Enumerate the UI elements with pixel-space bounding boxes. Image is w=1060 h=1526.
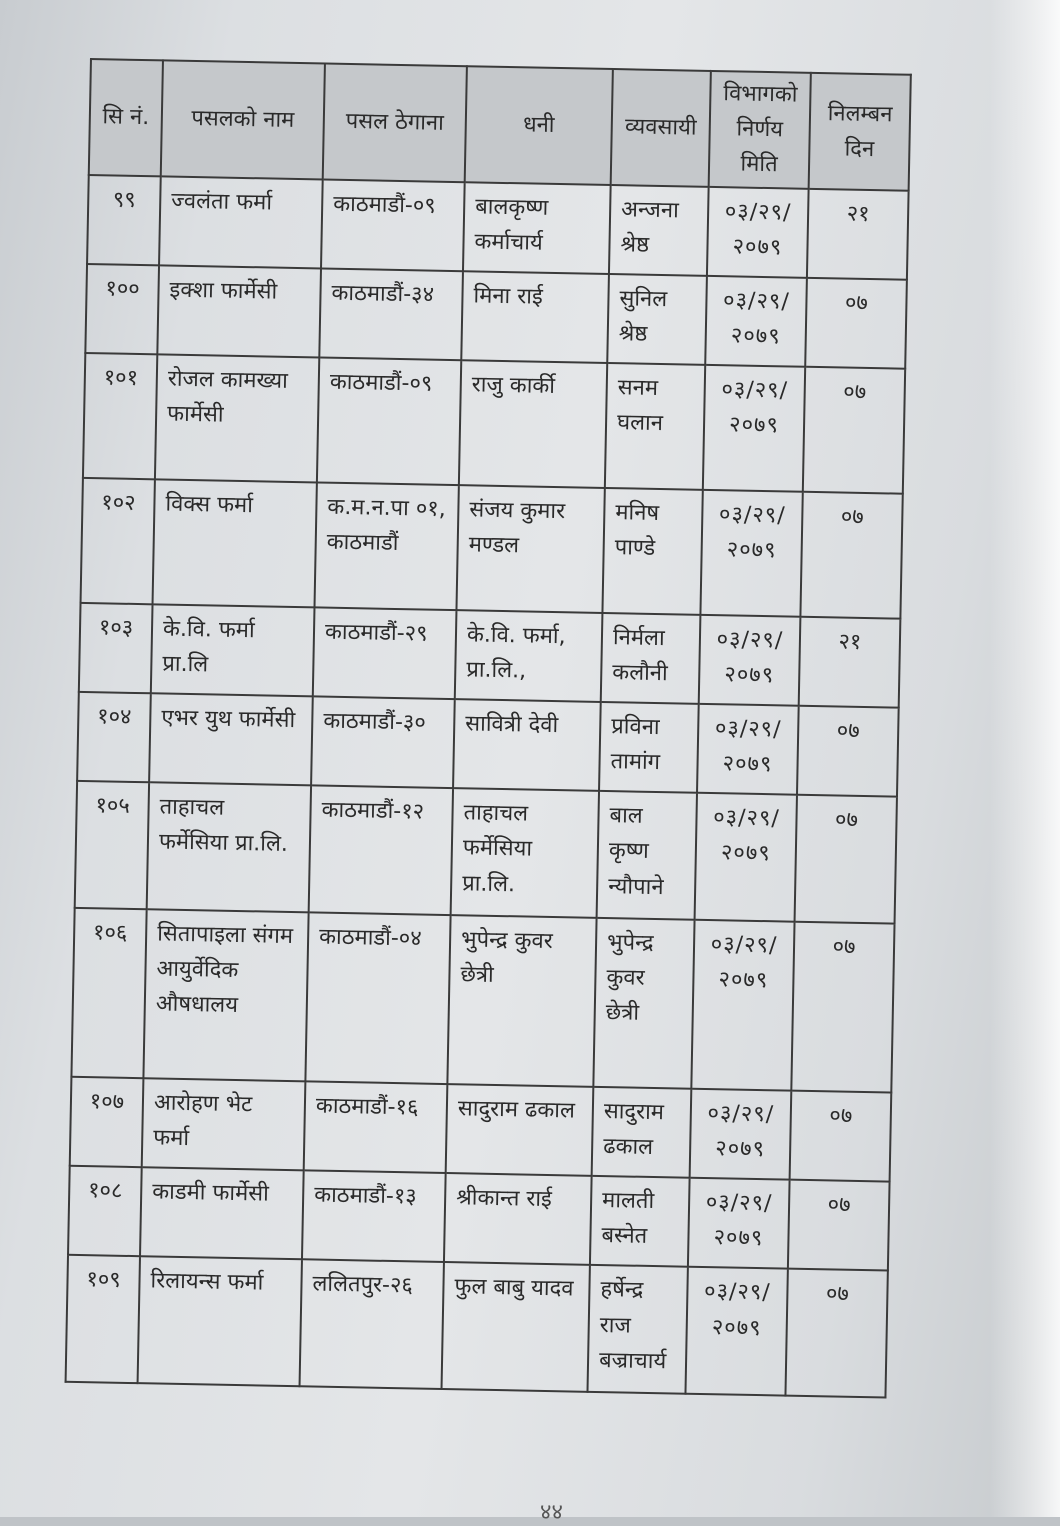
- suspension-days-cell: ०७: [795, 795, 897, 923]
- shop-name-cell: रिलायन्स फर्मा: [138, 1257, 302, 1387]
- owner-cell: राजु कार्की: [459, 360, 607, 488]
- shop-name-cell: आरोहण भेट फर्मा: [142, 1078, 306, 1170]
- serial-number-cell: ९९: [87, 175, 161, 266]
- table-row: [71, 908, 894, 1093]
- header-suspension-days: निलम्बन दिन: [809, 73, 911, 190]
- shop-name-cell: विक्स फर्मा: [153, 479, 317, 607]
- serial-number-cell: १००: [85, 264, 159, 355]
- shop-address-cell: काठमाडौं-१३: [302, 1170, 446, 1262]
- table-row: [81, 478, 903, 619]
- decision-date-cell: ०३/२९/२०७९: [690, 1089, 792, 1180]
- shop-name-cell: के.वि. फर्मा प्रा.लि: [151, 604, 315, 696]
- shop-address-cell: काठमाडौं-०९: [321, 179, 465, 271]
- shop-address-cell: क.म.न.पा ०१, काठमाडौं: [314, 482, 458, 610]
- owner-cell: सादुराम ढकाल: [446, 1084, 594, 1176]
- serial-number-cell: १०३: [79, 603, 153, 694]
- table-row: [68, 1166, 890, 1271]
- operator-cell: मनिष पाण्डे: [602, 488, 702, 615]
- operator-cell: निर्मला कलौनी: [601, 613, 701, 704]
- shop-address-cell: काठमाडौं-३०: [311, 696, 455, 788]
- shop-address-cell: काठमाडौं-३४: [319, 268, 463, 360]
- page-number: ४४: [540, 1500, 563, 1525]
- operator-cell: भुपेन्द्र कुवर छेत्री: [593, 918, 694, 1089]
- shop-address-cell: काठमाडौं-१६: [304, 1081, 448, 1173]
- serial-number-cell: १०६: [71, 908, 146, 1079]
- suspension-days-cell: ०७: [797, 706, 899, 797]
- table-row: [79, 603, 901, 708]
- owner-cell: भुपेन्द्र कुवर छेत्री: [447, 915, 596, 1087]
- decision-date-cell: ०३/२९/२०७९: [685, 1267, 787, 1395]
- shop-name-cell: सितापाइला संगम आयुर्वेदिक औषधालय: [143, 909, 308, 1081]
- decision-date-cell: ०३/२९/२०७९: [703, 365, 805, 492]
- operator-cell: सादुराम ढकाल: [592, 1087, 692, 1178]
- decision-date-cell: ०३/२९/२०७९: [699, 615, 801, 706]
- header-operator: व्यवसायी: [611, 69, 711, 186]
- owner-cell: श्रीकान्त राई: [444, 1173, 592, 1265]
- operator-cell: प्रविना तामांग: [599, 702, 699, 793]
- shop-address-cell: काठमाडौं-०४: [305, 912, 450, 1084]
- table-row: [66, 1255, 888, 1397]
- owner-cell: सावित्री देवी: [453, 699, 601, 791]
- serial-number-cell: १०४: [77, 692, 151, 783]
- operator-cell: अन्जना श्रेष्ठ: [609, 185, 709, 276]
- owner-cell: के.वि. फर्मा, प्रा.लि.,: [455, 610, 603, 702]
- suspension-days-cell: ०७: [785, 1269, 887, 1397]
- header-shop-name: पसलको नाम: [161, 60, 325, 179]
- shop-name-cell: एभर युथ फार्मेसी: [149, 693, 313, 785]
- decision-date-cell: ०३/२९/२०७९: [700, 490, 802, 617]
- shop-name-cell: इक्शा फार्मेसी: [157, 265, 321, 357]
- owner-cell: बालकृष्ण कर्माचार्य: [463, 182, 611, 274]
- table-row: [77, 692, 899, 797]
- decision-date-cell: ०३/२९/२०७९: [697, 704, 799, 795]
- suspension-days-cell: ०७: [800, 492, 902, 619]
- header-decision-date: विभागको निर्णय मिति: [709, 71, 811, 188]
- serial-number-cell: १०५: [75, 781, 149, 909]
- serial-number-cell: १०७: [70, 1077, 144, 1168]
- operator-cell: हर्षेन्द्र राज बज्राचार्य: [587, 1265, 687, 1393]
- suspension-days-cell: ०७: [805, 278, 907, 369]
- table-row: [70, 1077, 892, 1182]
- operator-cell: सुनिल श्रेष्ठ: [607, 274, 707, 365]
- owner-cell: ताहाचल फर्मेसिया प्रा.लि.: [451, 788, 599, 917]
- suspension-days-cell: २१: [807, 188, 909, 279]
- shop-name-cell: ताहाचल फर्मेसिया प्रा.लि.: [147, 782, 311, 912]
- serial-number-cell: १०८: [68, 1166, 142, 1257]
- header-serial-number: सि नं.: [89, 59, 163, 176]
- decision-date-cell: ०३/२९/२०७९: [688, 1178, 790, 1269]
- shop-address-cell: काठमाडौं-०९: [317, 358, 461, 486]
- owner-cell: मिना राई: [461, 271, 609, 363]
- decision-date-cell: ०३/२९/२०७९: [705, 276, 807, 367]
- table-row: [85, 264, 907, 369]
- operator-cell: मालती बस्नेत: [590, 1176, 690, 1267]
- shop-name-cell: काडमी फार्मेसी: [140, 1167, 304, 1259]
- shop-address-cell: ललितपुर-२६: [300, 1260, 444, 1389]
- suspension-days-cell: ०७: [790, 1091, 892, 1182]
- suspension-days-cell: ०७: [803, 367, 905, 494]
- decision-date-cell: ०३/२९/२०७९: [691, 919, 794, 1090]
- shop-address-cell: काठमाडौं-१२: [309, 786, 453, 915]
- table-header-row: [89, 59, 911, 190]
- shop-name-cell: रोजल कामख्या फार्मेसी: [155, 354, 319, 482]
- owner-cell: फुल बाबु यादव: [442, 1262, 590, 1391]
- suspension-days-cell: ०७: [791, 921, 894, 1092]
- decision-date-cell: ०३/२९/२०७९: [707, 186, 809, 277]
- table-row: [87, 175, 909, 280]
- operator-cell: सनम घलान: [605, 363, 705, 490]
- suspension-register-table: [65, 58, 912, 1399]
- owner-cell: संजय कुमार मण्डल: [456, 485, 604, 613]
- operator-cell: बाल कृष्ण न्यौपाने: [597, 791, 697, 919]
- decision-date-cell: ०३/२९/२०७९: [695, 793, 797, 921]
- header-owner: धनी: [465, 66, 613, 184]
- table-row: [75, 781, 897, 923]
- header-shop-address: पसल ठेगाना: [323, 64, 467, 182]
- serial-number-cell: १०९: [66, 1255, 140, 1383]
- serial-number-cell: १०१: [83, 353, 157, 479]
- suspension-days-cell: २१: [799, 616, 901, 707]
- suspension-days-cell: ०७: [788, 1180, 890, 1271]
- table-row: [83, 353, 905, 494]
- shop-address-cell: काठमाडौं-२९: [313, 607, 457, 699]
- serial-number-cell: १०२: [81, 478, 155, 604]
- shop-name-cell: ज्वलंता फर्मा: [159, 176, 323, 268]
